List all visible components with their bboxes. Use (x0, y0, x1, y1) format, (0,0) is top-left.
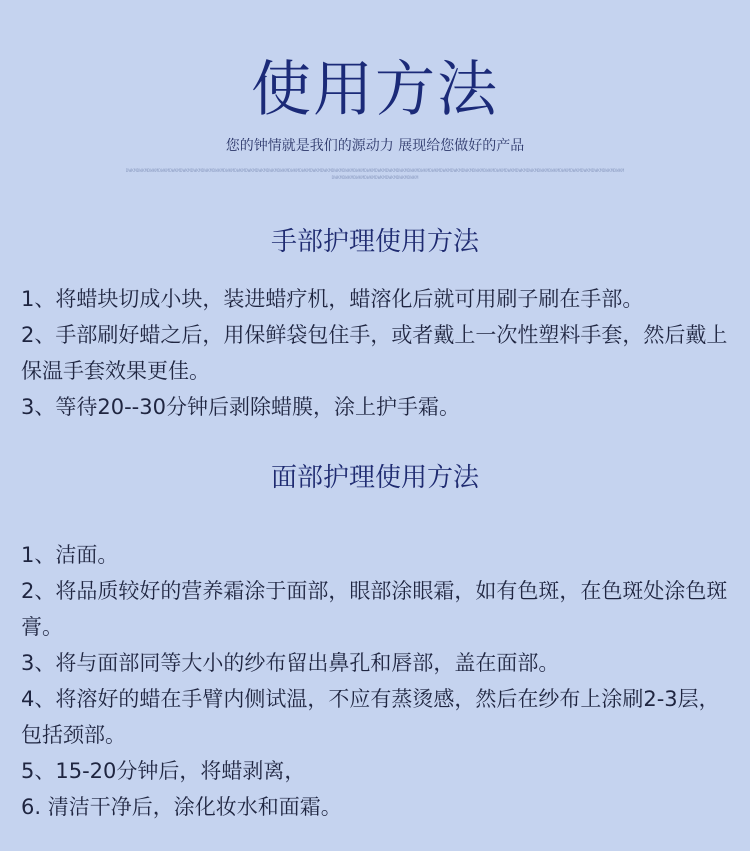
face-section-title: 面部护理使用方法 (270, 463, 479, 493)
face-steps-list (21, 537, 733, 825)
decorative-fine-print: DWKMDWKMDWKMDWKMDWKMDWKMDWKMDWKMDWKMDWKMDWKMDWKMDWKMDWKMDWKMDWKMDWKMDWKMDWKMDWKMDWKMDWKMDWKMDWKMDWKMDWKMDWKMDWKMDWKMDWKMDWKMDWKMDWKMDWKMDWKMDWKMDWKMDWKMDWKMDWKMDWKMDWKMDWKMDWKMDWKMDWKMDWKMDWKMDWKMDWKMDWKMDWKMDWKMDWKM (125, 169, 625, 181)
face-step: 2、将品质较好的营养霜涂于面部，眼部涂眼霜，如有色斑，在色斑处涂色斑膏。 (21, 579, 728, 639)
hand-step: 3、等待20--30分钟后剥除蜡膜，涂上护手霜。 (21, 395, 460, 419)
hand-step: 1、将蜡块切成小块，装进蜡疗机，蜡溶化后就可用刷子刷在手部。 (21, 287, 644, 311)
hand-step: 2、手部刷好蜡之后，用保鲜袋包住手，或者戴上一次性塑料手套，然后戴上保温手套效果更佳。 (21, 323, 728, 383)
page-title: 使用方法 (251, 55, 499, 125)
hand-section-title: 手部护理使用方法 (270, 227, 479, 257)
face-step: 6. 清洁干净后，涂化妆水和面霜。 (21, 795, 342, 819)
face-step: 1、洁面。 (21, 543, 119, 567)
face-step: 5、15-20分钟后，将蜡剥离， (21, 759, 306, 783)
page-subtitle: 您的钟情就是我们的源动力 展现给您做好的产品 (225, 138, 525, 154)
face-step: 4、将溶好的蜡在手臂内侧试温，不应有蒸烫感，然后在纱布上涂刷2-3层，包括颈部。 (21, 687, 720, 747)
hand-steps-list (21, 281, 733, 425)
face-step: 3、将与面部同等大小的纱布留出鼻孔和唇部，盖在面部。 (21, 651, 560, 675)
